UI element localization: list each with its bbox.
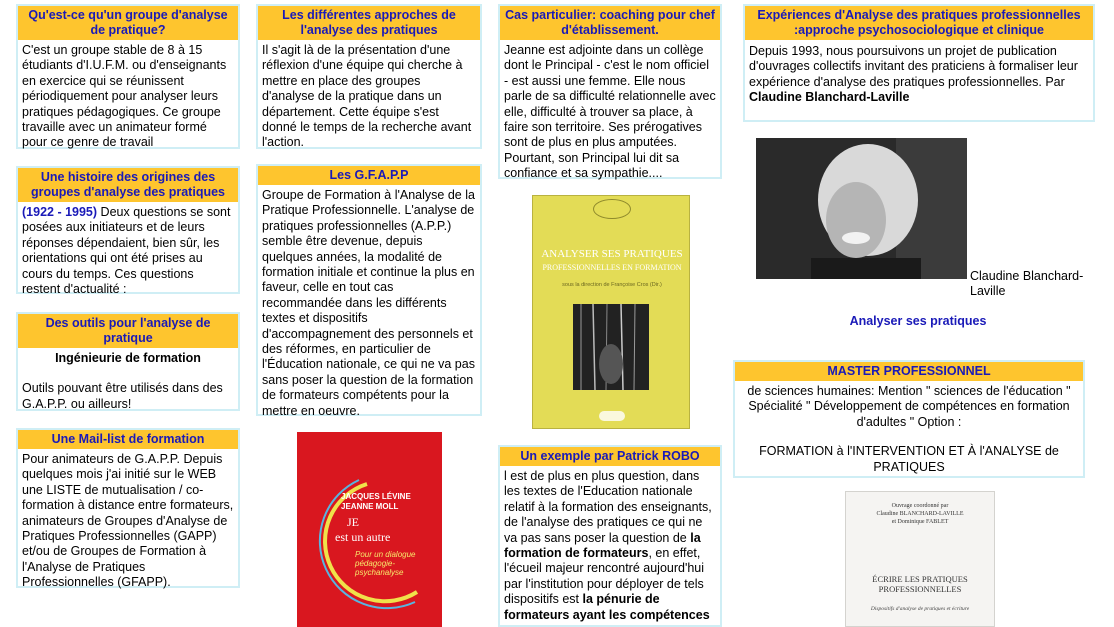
box-title[interactable]: Des outils pour l'analyse de pratique <box>18 314 238 348</box>
box-title[interactable]: MASTER PROFESSIONNEL <box>735 362 1083 381</box>
author-photo <box>756 138 967 279</box>
box-body <box>735 381 1083 478</box>
book-subtitle <box>355 550 442 577</box>
book-subtitle-line: pédagogie-psychanalyse <box>355 559 404 577</box>
book-title-line1: JE <box>347 515 359 529</box>
box-title[interactable]: Qu'est-ce qu'un groupe d'analyse de pratique? <box>18 6 238 40</box>
box-text: Groupe de Formation à l'Analyse de la Pratique Professionnelle. L'analyse de pratiques professionnelles (A.P.P.) semble être devenue, depuis quelques années, la modalité de formation initiale et continue la plus en faveur, celle en tout cas recommandée dans les différents textes et dispositifs d'accompagnement des personnels et des réformes, en particulier de l'Éducation nationale, ce qui ne va pas sans poser la question de la formation de formateurs compétents pour la mettre en oeuvre. <box>262 188 475 418</box>
book-editors <box>850 502 990 526</box>
book-author: JACQUES LÉVINE <box>341 492 411 501</box>
book-authors <box>341 492 411 512</box>
box-title[interactable]: Expériences d'Analyse des pratiques professionnelles :approche psychosociologique et clinique <box>745 6 1093 40</box>
box-text: C'est un groupe stable de 8 à 15 étudiants d'I.U.F.M. ou d'enseignants en exercice qui se réunissent périodiquement pour analyser leurs pratiques pédagogiques. Ce groupe travaille avec un animateur formé pour ce genre de travail <box>22 43 227 150</box>
robo-bold: la pénurie de formateurs ayant les compétences <box>504 592 710 622</box>
book-cover-ecrire-les-pratiques[interactable] <box>845 491 995 627</box>
box-history <box>16 166 240 297</box>
box-title[interactable]: Les différentes approches de l'analyse des pratiques <box>258 6 480 40</box>
box-mail-list <box>16 428 240 588</box>
portrait-art <box>756 138 967 279</box>
box-title[interactable]: Cas particulier: coaching pour chef d'établissement. <box>500 6 720 40</box>
box-gfapp <box>256 164 482 416</box>
book-title <box>537 248 687 274</box>
book-title-line2: est un autre <box>335 530 391 544</box>
book-editors-line: et Dominique FABLET <box>891 519 949 525</box>
publisher-seal-icon <box>593 199 631 219</box>
years-label: (1922 - 1995) <box>22 205 98 219</box>
book-title-line: PROFESSIONNELLES <box>878 584 962 594</box>
box-what-is-gap <box>16 4 240 149</box>
book-subtitle: Dispositifs d'analyse de pratiques et écriture <box>870 606 970 612</box>
box-text: Outils pouvant être utilisés dans des G.A.P.P. ou ailleurs! <box>22 381 223 411</box>
robo-bold: la formation de formateurs <box>504 530 701 561</box>
box-text <box>500 466 720 626</box>
box-text <box>745 40 1093 109</box>
master-text: de sciences humaines: Mention " sciences de l'éducation " Spécialité " Développement de compétences en formation d'adultes " Option : <box>747 384 1071 429</box>
book-editors-line: Ouvrage coordonné par <box>891 503 949 509</box>
book-author: JEANNE MOLL <box>341 502 399 511</box>
book-cover-je-est-un-autre[interactable] <box>297 432 442 627</box>
box-patrick-robo <box>498 445 722 627</box>
box-body <box>18 348 238 415</box>
box-text: Il s'agit là de la présentation d'une réflexion d'une équipe qui cherche à mettre en place des groupes d'analyse de la pratique dans un département. Cette équipe s'est donné le temps de la recherche avant l'action. <box>262 43 472 150</box>
box-title[interactable]: Une Mail-list de formation <box>18 430 238 449</box>
book-editors-line: Claudine BLANCHARD-LAVILLE <box>876 511 964 517</box>
book-title-line: ANALYSER SES PRATIQUES <box>541 248 683 260</box>
photo-caption <box>900 269 1090 299</box>
cover-photo-art <box>573 304 649 390</box>
book-title <box>850 574 990 594</box>
publisher-logo-icon <box>599 411 625 421</box>
photo-caption-text: Claudine Blanchard-Laville <box>970 269 1084 298</box>
book-title-line: ÉCRIRE LES PRATIQUES <box>872 574 968 584</box>
box-text <box>18 202 238 300</box>
box-experiences <box>743 4 1095 122</box>
box-approaches <box>256 4 482 149</box>
book-title-line: PROFESSIONNELLES EN FORMATION <box>542 263 682 272</box>
box-tools <box>16 312 240 411</box>
master-option: FORMATION à l'INTERVENTION ET À l'ANALYSE de PRATIQUES <box>759 444 1059 474</box>
box-text: Pour animateurs de G.A.P.P. Depuis quelques mois j'ai initié sur le WEB une LISTE de mutualisation / co-formation à distance entre formateurs, animateurs de Groupes d'Analyse de Pratiques Professionnelles (GAPP) et/ou de Groupes de Formation à l'Analyse de Pratiques Professionnelles (GFAPP). <box>22 452 234 590</box>
box-subtitle[interactable]: Ingénieurie de formation <box>55 351 201 365</box>
box-coaching <box>498 4 722 179</box>
experiences-author: Claudine Blanchard-Laville <box>749 90 910 105</box>
robo-text: l est de plus en plus question, dans les textes de l'Education nationale relatif à la formation des enseignants, de l'analyse des pratiques ce qui ne va pas sans poser la question de <box>504 469 712 545</box>
robo-text: , en effet, l'écueil majeur rencontré aujourd'hui par l'institution pour déployer de tels dispositifs est <box>504 546 705 607</box>
book-subtitle-line: Pour un dialogue <box>355 550 416 559</box>
box-text: Jeanne est adjointe dans un collège dont le Principal - c'est le nom officiel - est aussi une femme. Elle nous parle de sa difficulté relationnelle avec elle, difficulté à trouver sa place, à faire son territoire. Ses prérogatives sont de plus en plus amputées. Pourtant, son Principal lui dit sa confiance et sa sympathie.... <box>504 43 716 181</box>
book-cover-analyser-ses-pratiques[interactable] <box>532 195 690 429</box>
history-text: Deux questions se sont posées aux initiateurs et de leurs réponses dépendaient, bien sûr, les orientations qui ont été prises au cours du temps. Ces questions restent d'actualité : <box>22 205 231 297</box>
box-title[interactable]: Les G.F.A.P.P <box>258 166 480 185</box>
box-master <box>733 360 1085 478</box>
box-title[interactable]: Un exemple par Patrick ROBO <box>500 447 720 466</box>
experiences-text: Depuis 1993, nous poursuivons un projet de publication d'ouvrages collectifs invitant des praticiens à formaliser leur expérience d'analyse des pratiques professionnelles. Par <box>749 44 1078 89</box>
book-cover-photo <box>573 304 649 390</box>
link-analyser-ses-pratiques[interactable]: Analyser ses pratiques <box>849 314 987 328</box>
box-title[interactable]: Une histoire des origines des groupes d'analyse des pratiques <box>18 168 238 202</box>
book-byline: sous la direction de Françoise Cros (Dir.) <box>562 282 662 288</box>
